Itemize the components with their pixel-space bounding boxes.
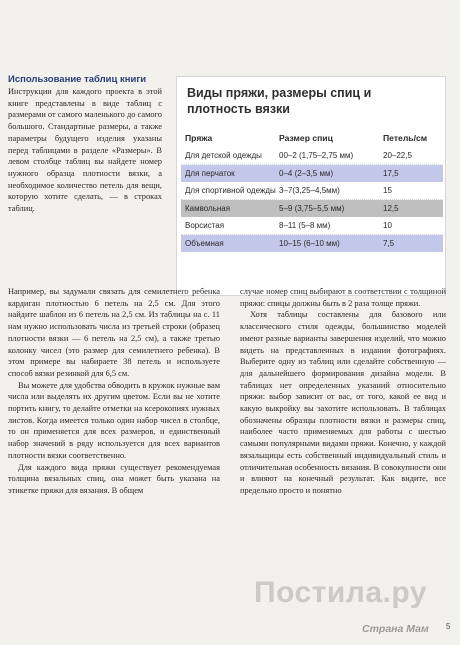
body-paragraph: Для каждого вида пряжи существует рекомендуемая толщина вязальных спиц, она может быть указана на этикетке пряжи для вязания. В общем (8, 462, 220, 495)
cell-gauge: 10 (383, 221, 392, 230)
yarn-table (181, 129, 443, 252)
table-title: Виды пряжи, размеры спиц и плотность вязки (187, 86, 372, 116)
table-row (181, 147, 443, 165)
cell-needles: 8–11 (5–8 мм) (279, 221, 331, 230)
cell-yarn: Для детской одежды (185, 151, 262, 160)
body-paragraph: Например, вы задумали связать для семилетнего ребенка кардиган плотностью 6 петель на 2,5 см. Для этого найдите шаблон из 6 петель на 2,5 см. Из таблицы на с. 11 нам нужно использовать числа из третьей строки (образец плотности вязки — 6 петель на 2,5 см), а также третью колонку чисел (это размер для семилетнего ребенка). В этом примере вы набираете 38 петель и используете способ вязки резинкой для 6,5 см. (8, 287, 220, 378)
cell-yarn: Ворсистая (185, 221, 225, 230)
cell-gauge: 20–22,5 (383, 151, 412, 160)
left-text-column (8, 286, 220, 497)
cell-gauge: 15 (383, 186, 392, 195)
cell-gauge: 12,5 (383, 204, 399, 213)
table-row (181, 200, 443, 217)
intro-paragraph: Инструкции для каждого проекта в этой книге представлены в виде таблиц с размерами от самого маленького до самого большого. Стандартные размеры, а также параметры будущего изделия указаны перед таблицами в разделе «Размеры». В левом столбце таблиц вы найдете номер нужного образца плотности вязки, а необходимое количество петель для вещи, которую хотите сделать, — в строках таблиц. (8, 87, 162, 214)
cell-yarn: Для спортивной одежды (185, 186, 276, 195)
table-header-row (181, 129, 443, 147)
table-row (181, 217, 443, 235)
table-row (181, 165, 443, 182)
cell-needles: 5–9 (3,75–5,5 мм) (279, 204, 345, 213)
cell-yarn: Объемная (185, 239, 224, 248)
table-row (181, 235, 443, 252)
cell-needles: 10–15 (6–10 мм) (279, 239, 340, 248)
table-row (181, 182, 443, 200)
right-text-column (240, 286, 446, 497)
cell-yarn: Камвольная (185, 204, 231, 213)
intro-column (8, 86, 162, 215)
cell-gauge: 7,5 (383, 239, 395, 248)
yarn-table-box (176, 76, 446, 296)
watermark: Постила.ру (254, 576, 428, 609)
page-number: 5 (446, 622, 451, 631)
cell-gauge: 17,5 (383, 169, 399, 178)
cell-needles: 00–2 (1,75–2,75 мм) (279, 151, 354, 160)
section-heading: Использование таблиц книги (8, 74, 147, 85)
header-gauge: Петель/см (383, 133, 428, 143)
cell-needles: 3–7(3,25–4,5мм) (279, 186, 340, 195)
header-yarn: Пряжа (185, 133, 213, 143)
body-paragraph: случае номер спиц выбирают в соответствии с толщиной пряжи: спицы должны быть в 2 раза толще пряжи. (240, 287, 446, 308)
header-needles: Размер спиц (279, 133, 333, 143)
brand-logo: Страна Мам (362, 623, 429, 635)
body-paragraph: Хотя таблицы составлены для базового или классического стиля одежды, большинство моделей имеют разные варианты завершения изделий, что можно видеть на представленных в издании фотографиях. Выберите одну из таблиц или сделайте собственную — для дальнейшего формирования дизайна модели. В таблицах нет определенных указаний относительно пряжи: выбор зависит от вас, от того, какой ее вид и какую выкройку вы захотите использовать. В таблицах обозначены образцы плотности вязки и размеры спиц, наиболее часто применяемых для работы с шестью самыми популярными видами пряжи. Конечно, у каждой вязальщицы есть собственный индивидуальный стиль и отличительная особенность вязания. В совокупности они и влияют на конечный результат. Как видите, все предельно просто и понятно (240, 310, 446, 495)
body-paragraph: Вы можете для удобства обводить в кружок нужные вам числа или выделять их другим цветом. Если вы не хотите портить книгу, то делайте отметки на ксерокопиях нужных листов. Когда имеется только один набор чисел в столбце, то он применяется для всех размеров, и единственный набор значений в ряду используется для всех вариантов плотности вязки соответственно. (8, 380, 220, 460)
cell-yarn: Для перчаток (185, 169, 235, 178)
cell-needles: 0–4 (2–3,5 мм) (279, 169, 334, 178)
